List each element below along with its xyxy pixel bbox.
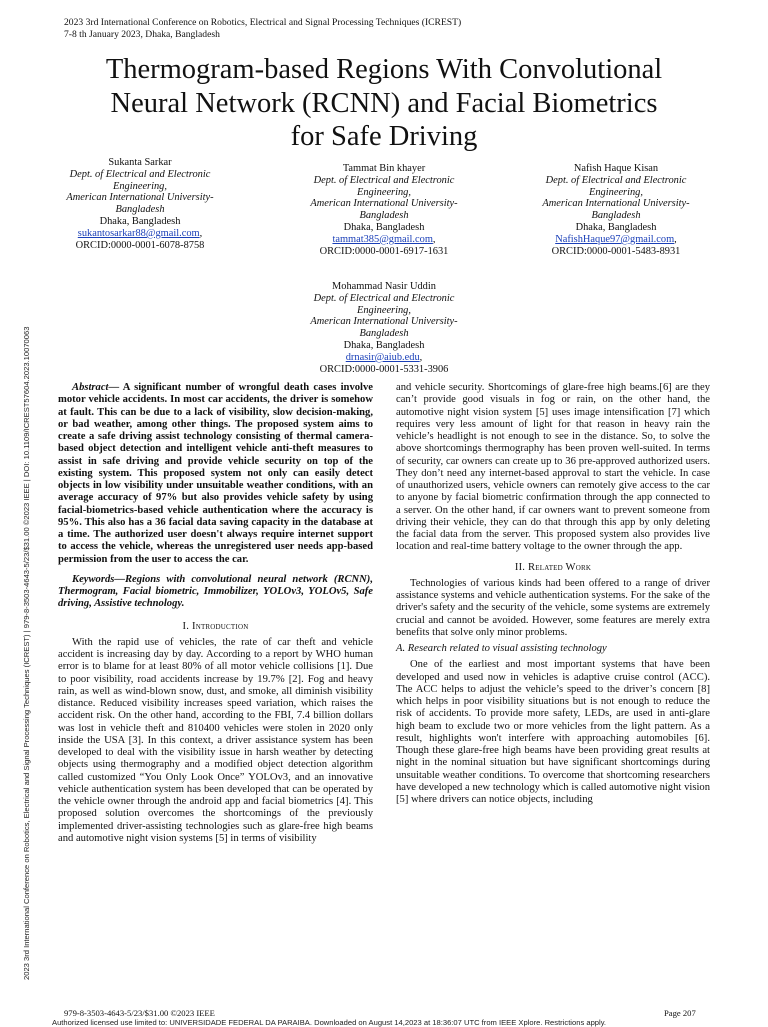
author-block [284,281,484,375]
title-line-2: Neural Network (RCNN) and Facial Biometrics [110,87,658,119]
left-column [58,382,373,845]
author-dept: Engineering, [357,186,411,198]
author-name: Sukanta Sarkar [108,157,172,168]
author-orcid: ORCID:0000-0001-6917-1631 [319,245,449,257]
author-org: American International University- [542,198,690,210]
author-org: Bangladesh [115,204,165,216]
title-line-3: for Safe Driving [290,121,478,152]
email-suffix: , [419,351,423,363]
author-dept: Dept. of Electrical and Electronic [545,174,687,186]
author-org: Bangladesh [591,210,641,222]
paper-title [40,53,728,154]
author-org: Bangladesh [359,210,409,222]
author-dept: Engineering, [113,180,167,192]
author-city: Dhaka, Bangladesh [343,339,425,351]
author-city: Dhaka, Bangladesh [343,221,425,233]
author-email-link[interactable]: drnasir@aiub.edu [345,351,420,363]
visual-assist-paragraph: One of the earliest and most important systems that have been developed and used now in vehicles is adaptive cruise control (ACC). The ACC helps to adjust the vehicle’s speed to the driver’s concern [8] which helps in poor visibility situations but is not enough to reduce the risk of accidents. To provide more safety, LEDs, are used in anti-glare high beam to exclude two or more vehicles from the light pattern. As a result, highlights won't interfere with approaching automobiles [6]. Though these glare-free high beams have been providing great results at night in the nominal situation but have significant shortcomings during unsuitable weather conditions. To overcome that shortcoming researchers have developed a new technology which is called automotive night vision [5] where drivers can notice objects, including [396,659,710,805]
conference-date: 7-8 th January 2023, Dhaka, Bangladesh [64,28,220,40]
author-orcid: ORCID:0000-0001-5483-8931 [551,245,681,257]
side-metadata-text: 2023 3rd International Conference on Robotics, Electrical and Signal Processing Techniques (ICREST) | 979-8-3503-4643-5/23/$31.00 ©2023 IEEE | DOI: 10.1109/ICREST57604.2023.10070063 [22,326,31,980]
author-block [284,163,484,257]
author-email-link[interactable]: tammat385@gmail.com [332,233,433,245]
section-heading [58,621,373,633]
email-suffix: , [674,233,677,245]
author-email-line [284,234,484,246]
keywords [58,574,373,611]
author-email-link[interactable]: sukantosarkar88@gmail.com [77,227,200,239]
section-title: Introduction [191,620,249,632]
intro-paragraph: With the rapid use of vehicles, the rate of car theft and vehicle accident is increasing day by day. According to a report by WHO human error is to blame for at least 80% of all motor vehicle collisions [1]. Due to poor visibility, road accidents increase by 19.7% [2]. Fog and heavy rain, as well as wind-blown snow, dust, and smoke, all diminish visibility distance. Reduced visibility increases speed variation, which raises the accident risk. On the other hand, according to the FBI, 7.4 billion dollars was lost in vehicle theft and 810400 vehicles were stolen in 2020 only inside the USA [3]. In this context, a driver assistance system has been developed to deal with the visibility issue in harsh weather by detecting objects using thermography and a modified object detection algorithm called customized “You Only Look Once” YOLOv3, and an innovative vehicle authentication system has been developed that can be operated by the vehicle owner through the android app and facial biometrics [4]. This proposed solution overcomes the shortcomings of the previously implemented driver-assisting technologies such as glare-free high beams and automotive night vision systems [5] in terms of visibility [58,636,373,844]
keywords-text: —Regions with convolutional neural network (RCNN), Thermogram, Facial biometric, Immobilizer, YOLOv3, YOLOv5, Safe driving, Assistive technology. [58,573,373,610]
author-block [40,157,240,251]
email-suffix: , [432,233,436,245]
author-block [516,163,716,257]
author-org: Bangladesh [359,328,409,340]
keywords-label: Keywords [72,573,115,585]
section-title: Related Work [528,561,592,573]
author-orcid: ORCID:0000-0001-5331-3906 [319,363,449,375]
section-number: II. [514,561,528,573]
conference-name: 2023 3rd International Conference on Robotics, Electrical and Signal Processing Techniques (ICREST) [64,17,462,28]
abstract [58,382,373,566]
subsection-heading: A. Research related to visual assisting technology [396,643,607,654]
abstract-dash: — [108,382,123,393]
author-dept: Dept. of Electrical and Electronic [313,174,455,186]
license-notice: Authorized licensed use limited to: UNIVERSIDADE FEDERAL DA PARAIBA. Downloaded on August 14,2023 at 18:36:07 UTC from IEEE Xplore. Restrictions apply. [52,1018,607,1027]
author-email-line [284,352,484,364]
conference-header [64,17,461,40]
author-name: Tammat Bin khayer [342,163,426,174]
author-dept: Dept. of Electrical and Electronic [313,292,455,304]
author-city: Dhaka, Bangladesh [575,221,657,233]
author-name: Nafish Haque Kisan [573,163,659,174]
footer-page-number: Page 207 [664,1008,696,1018]
abstract-label: Abstract [72,382,109,393]
right-column [396,382,710,806]
author-email-link[interactable]: NafishHaque97@gmail.com [555,233,675,245]
author-email-line [516,234,716,246]
section-heading [396,562,710,574]
author-city: Dhaka, Bangladesh [99,215,181,227]
author-org: American International University- [66,192,214,204]
footer-isbn: 979-8-3503-4643-5/23/$31.00 ©2023 IEEE [64,1008,215,1018]
side-metadata [10,200,31,980]
author-dept: Engineering, [357,304,411,316]
title-line-1: Thermogram-based Regions With Convolutional [105,54,663,85]
author-email-line [40,228,240,240]
author-org: American International University- [310,198,458,210]
author-name: Mohammad Nasir Uddin [332,281,436,292]
email-suffix: , [199,227,203,239]
abstract-text: A significant number of wrongful death cases involve motor vehicle accidents. In most car accidents, the driver is somehow at fault. This can be due to a lack of visibility, slow decision-making, or bad weather, among other things. The proposed system aims to create a safe driving assist technology consisting of thermal camera-based object detection and intelligent vehicle anti-theft measures to assist in safe driving and provide vehicle security on top of the existing system. This proposed system not only can easily detect objects in low visibility under unsuitable weather conditions, with an average accuracy of 97% but also provides vehicle safety by using facial-biometrics-based vehicle authentication where the accuracy is 95%. This also has a 36 facial data saving capacity in the database at a time. The authorized user doesn't always require internet support to access the vehicle, whereas the unregistered user needs app-based permission from the user to access the car. [58,382,373,565]
author-dept: Dept. of Electrical and Electronic [69,168,211,180]
author-orcid: ORCID:0000-0001-6078-8758 [75,239,205,251]
section-number: I. [182,620,192,632]
related-work-paragraph: Technologies of various kinds had been offered to a range of driver assistance systems and vehicle authentication systems. For the sake of the driver's safety and the security of the vehicle, some systems are extremely crucial and cannot be avoided. However, some features are merely extra benefits that solve only minor problems. [396,577,710,638]
author-dept: Engineering, [589,186,643,198]
intro-continued-paragraph: and vehicle security. Shortcomings of glare-free high beams.[6] are they can’t provide good visuals in fog or rain, on the other hand, the automotive night vision system [5] uses image intensification [7] which requires very less amount of light for that reason in heavy rain the vehicle’s headlight is not enough to see in the distance. So, to solve the above shortcomings thermography has been proven well-suited. In terms of security, car owners can create up to 36 pre-approved authorized users. They don’t need any internet-based approval to start the vehicle. In case of unauthorized users, vehicle owners can remotely give access to the car to anyone by facial biometric confirmation through the app connected to a server. On the other hand, if car owners want to prevent someone from driving their vehicle, they can do that through this app by only deleting the facial data from the server. This proposed system also provides live location and real-time battery voltage to the owner through the app. [396,382,710,553]
author-org: American International University- [310,316,458,328]
